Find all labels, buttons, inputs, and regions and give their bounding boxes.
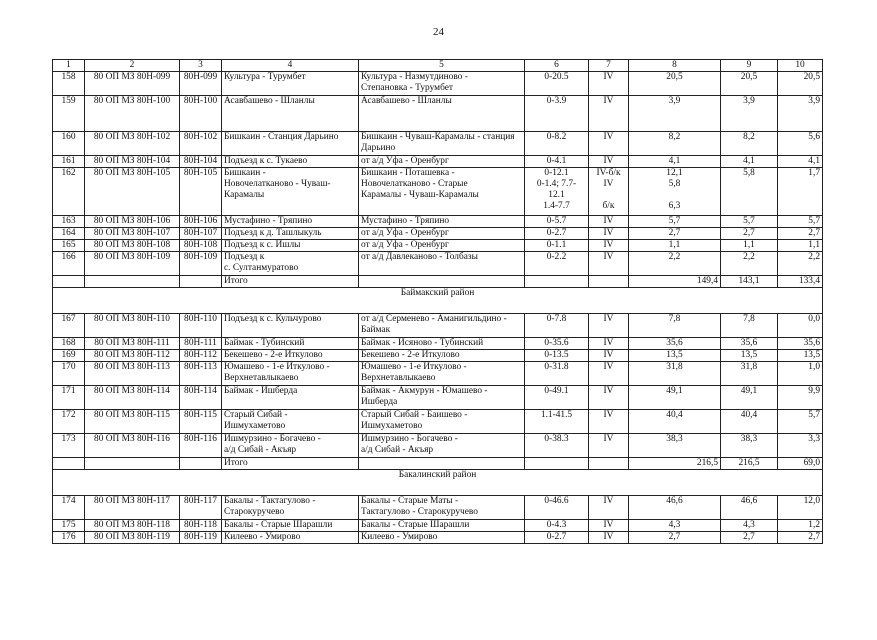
road-category: IV bbox=[589, 410, 629, 434]
row-number: 172 bbox=[53, 410, 85, 434]
length-total: 46,6 bbox=[629, 496, 721, 520]
road-category: IV bbox=[589, 362, 629, 386]
length-total: 8,2 bbox=[629, 132, 721, 156]
road-short-code: 80Н-105 bbox=[180, 168, 222, 216]
length-total: 13,5 bbox=[629, 350, 721, 362]
road-code: 80 ОП МЗ 80Н-105 bbox=[85, 168, 180, 216]
road-km-range: 0-46.6 bbox=[525, 496, 589, 520]
length-col9: 20,5 bbox=[721, 72, 778, 96]
road-code: 80 ОП МЗ 80Н-117 bbox=[85, 496, 180, 520]
row-number: 171 bbox=[53, 386, 85, 410]
road-name: Подъезд к с. Тукаево bbox=[222, 156, 359, 168]
road-name: Баймак - Ишберда bbox=[222, 386, 359, 410]
row-number: 158 bbox=[53, 72, 85, 96]
section-row bbox=[53, 470, 823, 496]
length-col9: 2,7 bbox=[721, 532, 778, 544]
total-col9: 216,5 bbox=[721, 458, 778, 470]
road-category: IV bbox=[589, 132, 629, 156]
road-name: Бакалы - Старые Шарашли bbox=[222, 520, 359, 532]
length-total: 35,6 bbox=[629, 338, 721, 350]
road-km-range: 0-20.5 bbox=[525, 72, 589, 96]
road-route: Бекешево - 2-е Иткулово bbox=[359, 350, 525, 362]
header-cell-9: 9 bbox=[721, 60, 778, 72]
length-col10: 20,5 bbox=[778, 72, 823, 96]
empty-cell bbox=[525, 458, 589, 470]
table-row bbox=[53, 72, 823, 96]
empty-cell bbox=[589, 458, 629, 470]
length-col10: 1,0 bbox=[778, 362, 823, 386]
table-row bbox=[53, 520, 823, 532]
length-total: 38,3 bbox=[629, 434, 721, 458]
empty-cell bbox=[85, 458, 180, 470]
road-short-code: 80Н-119 bbox=[180, 532, 222, 544]
length-col10: 2,7 bbox=[778, 532, 823, 544]
table-row bbox=[53, 216, 823, 228]
road-category: IV bbox=[589, 386, 629, 410]
road-short-code: 80Н-104 bbox=[180, 156, 222, 168]
road-name: Подъезд к с. Султанмуратово bbox=[222, 252, 359, 276]
road-category: IV bbox=[589, 240, 629, 252]
road-route: Бишкаин - Чуваш-Карамалы - станция Дарьино bbox=[359, 132, 525, 156]
header-cell-6: 6 bbox=[525, 60, 589, 72]
length-total: 7,8 bbox=[629, 314, 721, 338]
length-col9: 38,3 bbox=[721, 434, 778, 458]
length-total: 4,3 bbox=[629, 520, 721, 532]
road-km-range: 0-12.1 0-1.4; 7.7- 12.1 1.4-7.7 bbox=[525, 168, 589, 216]
header-cell-5: 5 bbox=[359, 60, 525, 72]
road-category: IV-б/к IV б/к bbox=[589, 168, 629, 216]
road-short-code: 80Н-108 bbox=[180, 240, 222, 252]
road-km-range: 0-2.2 bbox=[525, 252, 589, 276]
road-code: 80 ОП МЗ 80Н-115 bbox=[85, 410, 180, 434]
length-total: 5,7 bbox=[629, 216, 721, 228]
road-name: Бишкаин - Новочелатканово - Чуваш- Карамалы bbox=[222, 168, 359, 216]
road-route: Бишкаин - Поташевка - Новочелатканово - Старые Карамалы - Чуваш-Карамалы bbox=[359, 168, 525, 216]
road-short-code: 80Н-112 bbox=[180, 350, 222, 362]
row-number: 173 bbox=[53, 434, 85, 458]
total-label: Итого bbox=[222, 276, 359, 288]
road-km-range: 0-2.7 bbox=[525, 228, 589, 240]
total-col8: 216,5 bbox=[629, 458, 721, 470]
section-title: Бакалинский район bbox=[53, 470, 823, 496]
road-route: Бакалы - Старые Шарашли bbox=[359, 520, 525, 532]
table-row bbox=[53, 156, 823, 168]
road-km-range: 0-31.8 bbox=[525, 362, 589, 386]
road-name: Бакалы - Тактагулово - Старокуручево bbox=[222, 496, 359, 520]
table-row bbox=[53, 314, 823, 338]
length-col10: 3,3 bbox=[778, 434, 823, 458]
table-row bbox=[53, 252, 823, 276]
road-route: Мустафино - Тряпино bbox=[359, 216, 525, 228]
empty-cell bbox=[359, 458, 525, 470]
road-km-range: 0-35.6 bbox=[525, 338, 589, 350]
empty-cell bbox=[180, 458, 222, 470]
road-code: 80 ОП МЗ 80Н-100 bbox=[85, 96, 180, 132]
row-number: 166 bbox=[53, 252, 85, 276]
table-row bbox=[53, 168, 823, 216]
row-number: 175 bbox=[53, 520, 85, 532]
length-col10: 5,6 bbox=[778, 132, 823, 156]
length-col9: 3,9 bbox=[721, 96, 778, 132]
road-km-range: 0-7.8 bbox=[525, 314, 589, 338]
length-col9: 8,2 bbox=[721, 132, 778, 156]
road-km-range: 0-8.2 bbox=[525, 132, 589, 156]
road-route: Юмашево - 1-е Иткулово - Верхнетавлыкаево bbox=[359, 362, 525, 386]
road-name: Асавбашево - Шланлы bbox=[222, 96, 359, 132]
road-short-code: 80Н-099 bbox=[180, 72, 222, 96]
road-category: IV bbox=[589, 216, 629, 228]
length-col10: 2,2 bbox=[778, 252, 823, 276]
road-short-code: 80Н-106 bbox=[180, 216, 222, 228]
road-short-code: 80Н-115 bbox=[180, 410, 222, 434]
road-category: IV bbox=[589, 338, 629, 350]
row-number: 163 bbox=[53, 216, 85, 228]
road-code: 80 ОП МЗ 80Н-104 bbox=[85, 156, 180, 168]
road-short-code: 80Н-117 bbox=[180, 496, 222, 520]
length-col9: 5,8 bbox=[721, 168, 778, 216]
road-category: IV bbox=[589, 520, 629, 532]
length-col9: 4,1 bbox=[721, 156, 778, 168]
length-col10: 2,7 bbox=[778, 228, 823, 240]
road-name: Мустафино - Тряпино bbox=[222, 216, 359, 228]
length-col10: 0,0 bbox=[778, 314, 823, 338]
empty-cell bbox=[53, 276, 85, 288]
row-number: 165 bbox=[53, 240, 85, 252]
road-route: Бакалы - Старые Маты - Тактагулово - Старокуручево bbox=[359, 496, 525, 520]
length-total: 2,2 bbox=[629, 252, 721, 276]
length-col9: 2,2 bbox=[721, 252, 778, 276]
road-code: 80 ОП МЗ 80Н-112 bbox=[85, 350, 180, 362]
length-total: 2,7 bbox=[629, 228, 721, 240]
row-number: 169 bbox=[53, 350, 85, 362]
table-row bbox=[53, 96, 823, 132]
road-short-code: 80Н-111 bbox=[180, 338, 222, 350]
table-row bbox=[53, 338, 823, 350]
road-route: Культура - Назмутдиново - Степановка - Турумбет bbox=[359, 72, 525, 96]
header-cell-3: 3 bbox=[180, 60, 222, 72]
road-name: Подъезд к с. Кульчурово bbox=[222, 314, 359, 338]
length-col10: 9,9 bbox=[778, 386, 823, 410]
length-col9: 4,3 bbox=[721, 520, 778, 532]
road-category: IV bbox=[589, 532, 629, 544]
length-total: 20,5 bbox=[629, 72, 721, 96]
road-route: Ишмурзино - Богачево - а/д Сибай - Акъяр bbox=[359, 434, 525, 458]
road-category: IV bbox=[589, 350, 629, 362]
road-route: от а/д Уфа - Оренбург bbox=[359, 228, 525, 240]
header-cell-10: 10 bbox=[778, 60, 823, 72]
road-code: 80 ОП МЗ 80Н-107 bbox=[85, 228, 180, 240]
road-short-code: 80Н-107 bbox=[180, 228, 222, 240]
road-short-code: 80Н-116 bbox=[180, 434, 222, 458]
length-col10: 4,1 bbox=[778, 156, 823, 168]
length-col9: 7,8 bbox=[721, 314, 778, 338]
length-col10: 13,5 bbox=[778, 350, 823, 362]
row-number: 160 bbox=[53, 132, 85, 156]
road-code: 80 ОП МЗ 80Н-111 bbox=[85, 338, 180, 350]
length-col9: 35,6 bbox=[721, 338, 778, 350]
length-total: 2,7 bbox=[629, 532, 721, 544]
length-total: 3,9 bbox=[629, 96, 721, 132]
road-category: IV bbox=[589, 496, 629, 520]
row-number: 162 bbox=[53, 168, 85, 216]
road-km-range: 0-2.7 bbox=[525, 532, 589, 544]
road-km-range: 1.1-41.5 bbox=[525, 410, 589, 434]
header-cell-1: 1 bbox=[53, 60, 85, 72]
total-col9: 143,1 bbox=[721, 276, 778, 288]
empty-cell bbox=[525, 276, 589, 288]
road-short-code: 80Н-118 bbox=[180, 520, 222, 532]
road-name: Ишмурзино - Богачево - а/д Сибай - Акъяр bbox=[222, 434, 359, 458]
empty-cell bbox=[589, 276, 629, 288]
page-number: 24 bbox=[433, 26, 444, 38]
road-route: от а/д Уфа - Оренбург bbox=[359, 156, 525, 168]
road-route: Баймак - Акмурун - Юмашево - Ишберда bbox=[359, 386, 525, 410]
header-cell-8: 8 bbox=[629, 60, 721, 72]
length-col9: 13,5 bbox=[721, 350, 778, 362]
road-name: Бекешево - 2-е Иткулово bbox=[222, 350, 359, 362]
road-name: Подъезд к с. Ишлы bbox=[222, 240, 359, 252]
header-cell-7: 7 bbox=[589, 60, 629, 72]
road-route: от а/д Уфа - Оренбург bbox=[359, 240, 525, 252]
total-label: Итого bbox=[222, 458, 359, 470]
total-col10: 69,0 bbox=[778, 458, 823, 470]
length-total: 49,1 bbox=[629, 386, 721, 410]
roads-table bbox=[52, 59, 823, 544]
total-row bbox=[53, 458, 823, 470]
table-row bbox=[53, 410, 823, 434]
road-km-range: 0-49.1 bbox=[525, 386, 589, 410]
road-km-range: 0-38.3 bbox=[525, 434, 589, 458]
empty-cell bbox=[53, 458, 85, 470]
empty-cell bbox=[85, 276, 180, 288]
total-row bbox=[53, 276, 823, 288]
road-code: 80 ОП МЗ 80Н-113 bbox=[85, 362, 180, 386]
road-route: Баймак - Исяново - Тубинский bbox=[359, 338, 525, 350]
road-code: 80 ОП МЗ 80Н-116 bbox=[85, 434, 180, 458]
header-cell-2: 2 bbox=[85, 60, 180, 72]
road-km-range: 0-4.3 bbox=[525, 520, 589, 532]
road-code: 80 ОП МЗ 80Н-119 bbox=[85, 532, 180, 544]
table-row bbox=[53, 386, 823, 410]
length-col9: 49,1 bbox=[721, 386, 778, 410]
total-col8: 149,4 bbox=[629, 276, 721, 288]
table-row bbox=[53, 228, 823, 240]
road-name: Юмашево - 1-е Иткулово - Верхнетавлыкаево bbox=[222, 362, 359, 386]
road-code: 80 ОП МЗ 80Н-099 bbox=[85, 72, 180, 96]
road-short-code: 80Н-113 bbox=[180, 362, 222, 386]
road-code: 80 ОП МЗ 80Н-102 bbox=[85, 132, 180, 156]
road-category: IV bbox=[589, 252, 629, 276]
road-code: 80 ОП МЗ 80Н-118 bbox=[85, 520, 180, 532]
length-col10: 5,7 bbox=[778, 216, 823, 228]
road-short-code: 80Н-114 bbox=[180, 386, 222, 410]
row-number: 174 bbox=[53, 496, 85, 520]
row-number: 159 bbox=[53, 96, 85, 132]
length-col10: 1,7 bbox=[778, 168, 823, 216]
length-col9: 31,8 bbox=[721, 362, 778, 386]
road-code: 80 ОП МЗ 80Н-106 bbox=[85, 216, 180, 228]
road-code: 80 ОП МЗ 80Н-108 bbox=[85, 240, 180, 252]
length-col9: 1,1 bbox=[721, 240, 778, 252]
road-category: IV bbox=[589, 156, 629, 168]
table-row bbox=[53, 532, 823, 544]
length-col10: 1,2 bbox=[778, 520, 823, 532]
road-name: Баймак - Тубинский bbox=[222, 338, 359, 350]
length-total: 1,1 bbox=[629, 240, 721, 252]
road-route: Асавбашево - Шланлы bbox=[359, 96, 525, 132]
length-col10: 3,9 bbox=[778, 96, 823, 132]
road-short-code: 80Н-109 bbox=[180, 252, 222, 276]
road-km-range: 0-1.1 bbox=[525, 240, 589, 252]
table-row bbox=[53, 496, 823, 520]
length-col9: 46,6 bbox=[721, 496, 778, 520]
road-short-code: 80Н-100 bbox=[180, 96, 222, 132]
length-total: 4,1 bbox=[629, 156, 721, 168]
road-name: Культура - Турумбет bbox=[222, 72, 359, 96]
row-number: 170 bbox=[53, 362, 85, 386]
road-name: Подъезд к д. Ташлыкуль bbox=[222, 228, 359, 240]
table-row bbox=[53, 132, 823, 156]
length-col10: 1,1 bbox=[778, 240, 823, 252]
length-col9: 40,4 bbox=[721, 410, 778, 434]
row-number: 161 bbox=[53, 156, 85, 168]
road-short-code: 80Н-102 bbox=[180, 132, 222, 156]
road-category: IV bbox=[589, 434, 629, 458]
header-row bbox=[53, 60, 823, 72]
total-col10: 133,4 bbox=[778, 276, 823, 288]
length-col10: 35,6 bbox=[778, 338, 823, 350]
length-col10: 12,0 bbox=[778, 496, 823, 520]
length-col9: 5,7 bbox=[721, 216, 778, 228]
table-row bbox=[53, 362, 823, 386]
row-number: 168 bbox=[53, 338, 85, 350]
road-route: Килеево - Умирово bbox=[359, 532, 525, 544]
road-category: IV bbox=[589, 72, 629, 96]
road-route: от а/д Серменево - Аманигильдино - Баймак bbox=[359, 314, 525, 338]
length-total: 40,4 bbox=[629, 410, 721, 434]
length-total: 12,1 5,8 6,3 bbox=[629, 168, 721, 216]
row-number: 167 bbox=[53, 314, 85, 338]
road-route: Старый Сибай - Баишево - Ишмухаметово bbox=[359, 410, 525, 434]
section-row bbox=[53, 288, 823, 314]
empty-cell bbox=[359, 276, 525, 288]
length-total: 31,8 bbox=[629, 362, 721, 386]
road-code: 80 ОП МЗ 80Н-110 bbox=[85, 314, 180, 338]
road-name: Старый Сибай - Ишмухаметово bbox=[222, 410, 359, 434]
table-row bbox=[53, 434, 823, 458]
row-number: 164 bbox=[53, 228, 85, 240]
road-km-range: 0-3.9 bbox=[525, 96, 589, 132]
row-number: 176 bbox=[53, 532, 85, 544]
section-title: Баймакский район bbox=[53, 288, 823, 314]
road-km-range: 0-13.5 bbox=[525, 350, 589, 362]
road-category: IV bbox=[589, 228, 629, 240]
road-category: IV bbox=[589, 96, 629, 132]
length-col10: 5,7 bbox=[778, 410, 823, 434]
road-name: Бишкаин - Станция Дарьино bbox=[222, 132, 359, 156]
empty-cell bbox=[180, 276, 222, 288]
road-short-code: 80Н-110 bbox=[180, 314, 222, 338]
table-row bbox=[53, 240, 823, 252]
header-cell-4: 4 bbox=[222, 60, 359, 72]
table-row bbox=[53, 350, 823, 362]
road-km-range: 0-5.7 bbox=[525, 216, 589, 228]
length-col9: 2,7 bbox=[721, 228, 778, 240]
road-code: 80 ОП МЗ 80Н-114 bbox=[85, 386, 180, 410]
road-category: IV bbox=[589, 314, 629, 338]
road-code: 80 ОП МЗ 80Н-109 bbox=[85, 252, 180, 276]
road-km-range: 0-4.1 bbox=[525, 156, 589, 168]
road-route: от а/д Давлеканово - Толбазы bbox=[359, 252, 525, 276]
road-name: Килеево - Умирово bbox=[222, 532, 359, 544]
